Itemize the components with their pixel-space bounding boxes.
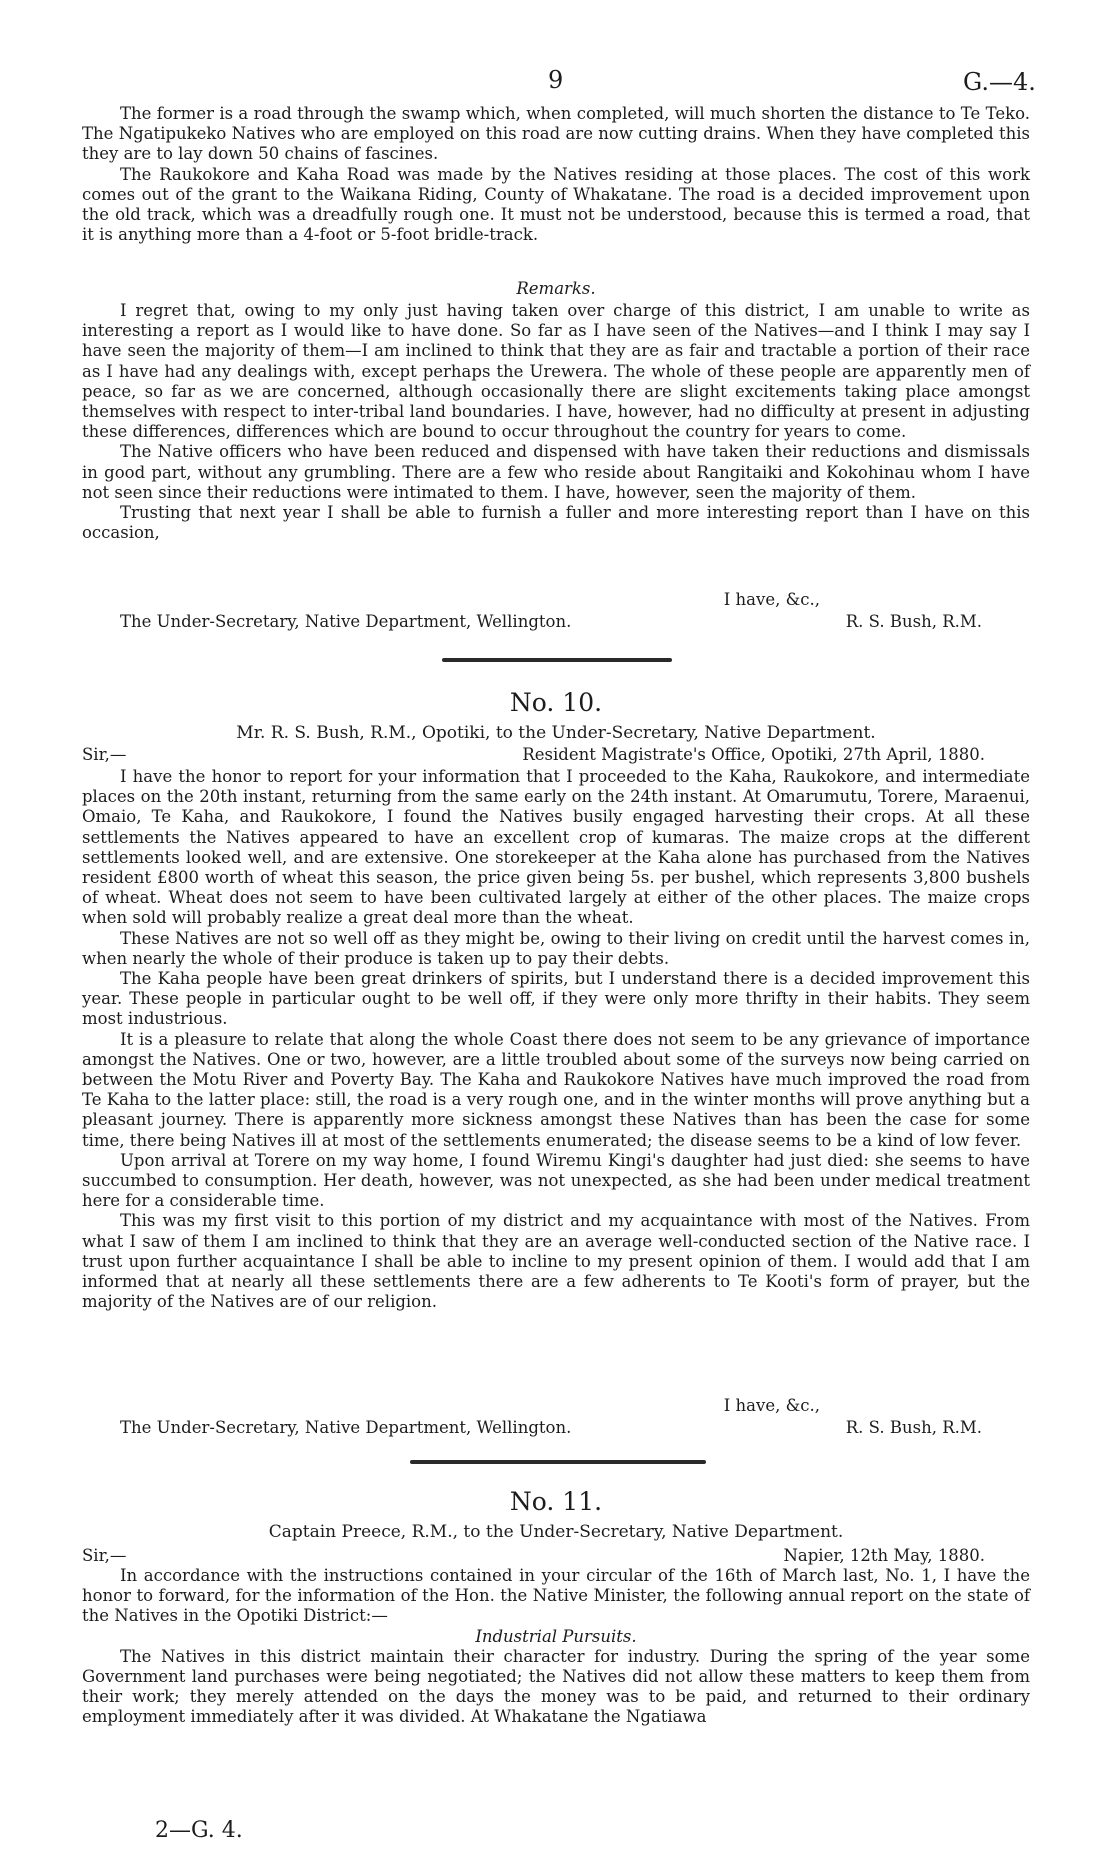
- paragraph: The Native officers who have been reduced and dispensed with have taken their reductions and dismissals in good part, without any grumbling. There are a few who reside about Rangitaiki and Kokohinau whom I have not seen since their reductions were intimated to them. I have, however, seen the majority of them.: [82, 442, 1030, 502]
- paragraph: It is a pleasure to relate that along the whole Coast there does not seem to be any grievance of importance amongst the Natives. One or two, however, are a little troubled about some of the surveys now being carried on between the Motu River and Poverty Bay. The Kaha and Raukokore Natives have much improved the road from Te Kaha to the latter place: still, the road is a very rough one, and in the winter months will prove anything but a pleasant journey. There is apparently more sickness amongst these Natives than has been the case for some time, there being Natives ill at most of the settlements enumerated; the disease seems to be a kind of low fever.: [82, 1029, 1030, 1150]
- paragraph: I have the honor to report for your information that I proceeded to the Kaha, Raukokore, and intermediate places on the 20th instant, returning from the same early on the 24th instant. At Omarumutu, Torere, Maraenui, Omaio, Te Kaha, and Raukokore, I found the Natives busily engaged harvesting their crops. At all these settlements the Natives appeared to have an excellent crop of kumaras. The maize crops at the different settlements looked well, and are extensive. One storekeeper at the Kaha alone has purchased from the Natives resident £800 worth of wheat this season, the price given being 5s. per bushel, which represents 3,800 bushels of wheat. Wheat does not seem to have been cultivated largely at either of the other places. The maize crops when sold will probably realize a great deal more than the wheat.: [82, 767, 1030, 928]
- salutation: Sir,—: [82, 745, 127, 764]
- subheading: Industrial Pursuits.: [475, 1626, 637, 1646]
- closing-row: [82, 1396, 1030, 1415]
- section-continuation: [82, 104, 1030, 245]
- salutation-row: [82, 1546, 1030, 1565]
- addressee: The Under-Secretary, Native Department, Wellington.: [120, 1418, 572, 1437]
- paragraph: Upon arrival at Torere on my way home, I found Wiremu Kingi's daughter had just died: she seems to have succumbed to consumption. Her death, however, was not unexpected, as she had been under medical treatment here for a considerable time.: [82, 1150, 1030, 1211]
- paragraph: These Natives are not so well off as they might be, owing to their living on credit until the harvest comes in, when nearly the whole of their produce is taken up to pay their debts.: [82, 928, 1030, 968]
- remarks-heading: Remarks.: [516, 279, 596, 298]
- paragraph: The Natives in this district maintain their character for industry. During the spring of the year some Government land purchases were being negotiated; the Natives did not allow these matters to keep them from their work; they merely attended on the days the money was to be paid, and returned to their ordinary employment immediately after it was divided. At Whakatane the Ngatiawa: [82, 1646, 1030, 1727]
- closing: I have, &c.,: [723, 1396, 820, 1415]
- place-date: Resident Magistrate's Office, Opotiki, 27th April, 1880.: [522, 745, 985, 764]
- salutation: Sir,—: [82, 1546, 127, 1565]
- closing-row: [82, 590, 1030, 609]
- signature-mark: 2—G. 4.: [155, 1818, 243, 1843]
- letter-number-10: No. 10.: [509, 688, 603, 717]
- paragraph: I regret that, owing to my only just having taken over charge of this district, I am unable to write as interesting a report as I would like to have done. So far as I have seen of the Natives—and I think I may say I have seen the majority of them—I am inclined to think that they are as fair and tractable a portion of their race as I have had any dealings with, except perhaps the Urewera. The whole of these people are apparently men of peace, so far as we are concerned, although occasionally there are slight excitements taking place amongst themselves with respect to inter-tribal land boundaries. I have, however, had no difficulty at present in adjusting these differences, differences which are bound to occur throughout the country for years to come.: [82, 301, 1030, 442]
- signature-row: [82, 1418, 1030, 1437]
- section-divider: [442, 658, 672, 662]
- letter-11-body: [82, 1566, 1030, 1728]
- document-code: G.—4.: [963, 68, 1036, 96]
- closing: I have, &c.,: [723, 590, 820, 609]
- signature: R. S. Bush, R.M.: [845, 1418, 982, 1437]
- letter-from-to: Captain Preece, R.M., to the Under-Secretary, Native Department.: [268, 1522, 844, 1542]
- paragraph: This was my first visit to this portion of my district and my acquaintance with most of the Natives. From what I saw of them I am inclined to think that they are an average well-conducted section of the Native race. I trust upon further acquaintance I shall be able to incline to my present opinion of them. I would add that I am informed that at nearly all these settlements there are a few adherents to Te Kooti's form of prayer, but the majority of the Natives are of our religion.: [82, 1211, 1030, 1312]
- page-number: 9: [548, 66, 564, 94]
- paragraph: In accordance with the instructions contained in your circular of the 16th of March last, No. 1, I have the honor to forward, for the information of the Hon. the Native Minister, the following annual report on the state of the Natives in the Opotiki District:—: [82, 1566, 1030, 1626]
- signature: R. S. Bush, R.M.: [845, 612, 982, 631]
- letter-from-to: Mr. R. S. Bush, R.M., Opotiki, to the Under-Secretary, Native Department.: [236, 723, 876, 743]
- section-divider: [410, 1460, 706, 1464]
- paragraph: The Raukokore and Kaha Road was made by the Natives residing at those places. The cost of this work comes out of the grant to the Waikana Riding, County of Whakatane. The road is a decided improvement upon the old track, which was a dreadfully rough one. It must not be understood, because this is termed a road, that it is anything more than a 4-foot or 5-foot bridle-track.: [82, 164, 1030, 245]
- salutation-row: [82, 745, 1030, 764]
- signature-row: [82, 612, 1030, 631]
- letter-10-body: [82, 767, 1030, 1312]
- paragraph: Trusting that next year I shall be able to furnish a fuller and more interesting report than I have on this occasion,: [82, 503, 1030, 543]
- paragraph: The former is a road through the swamp which, when completed, will much shorten the distance to Te Teko. The Ngatipukeko Natives who are employed on this road are now cutting drains. When they have completed this they are to lay down 50 chains of fascines.: [82, 104, 1030, 164]
- place-date: Napier, 12th May, 1880.: [783, 1546, 985, 1565]
- addressee: The Under-Secretary, Native Department, Wellington.: [120, 612, 572, 631]
- letter-number-11: No. 11.: [509, 1487, 603, 1516]
- paragraph: The Kaha people have been great drinkers of spirits, but I understand there is a decided improvement this year. These people in particular ought to be well off, if they were only more thrifty in their habits. They seem most industrious.: [82, 969, 1030, 1029]
- remarks-body: [82, 301, 1030, 543]
